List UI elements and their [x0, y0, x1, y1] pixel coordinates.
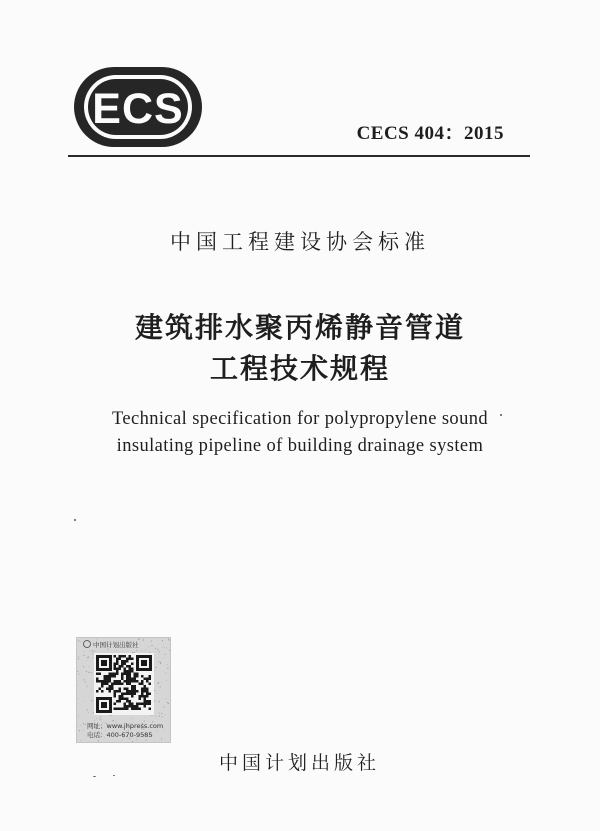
scan-speck [113, 775, 115, 776]
english-title-line-2: insulating pipeline of building drainage system [116, 436, 484, 456]
standard-code: CECS 404：2015 [356, 123, 504, 144]
ecs-logo-text: ECS [92, 85, 184, 133]
english-title-line-1: Technical specification for polypropylene sound [111, 409, 489, 429]
main-title-line-2: 工程技术规程 [209, 352, 390, 385]
scan-speck [93, 776, 96, 777]
publisher-name: 中国计划出版社 [219, 752, 381, 774]
ecs-logo [72, 65, 204, 149]
scan-speck [74, 519, 76, 521]
anti-counterfeit-sticker [76, 637, 171, 743]
organization-title: 中国工程建设协会标准 [170, 230, 430, 254]
header-divider [68, 155, 530, 157]
sticker-phone: 电话：400-670-9585 [87, 731, 153, 739]
ecs-logo-graphic [72, 65, 204, 149]
sticker-website: 网址：www.jhpress.com [87, 722, 164, 730]
scan-speck [500, 414, 502, 416]
sticker-header: 中国计划出版社 [93, 641, 139, 649]
main-title-line-1: 建筑排水聚丙烯静音管道 [134, 311, 465, 344]
